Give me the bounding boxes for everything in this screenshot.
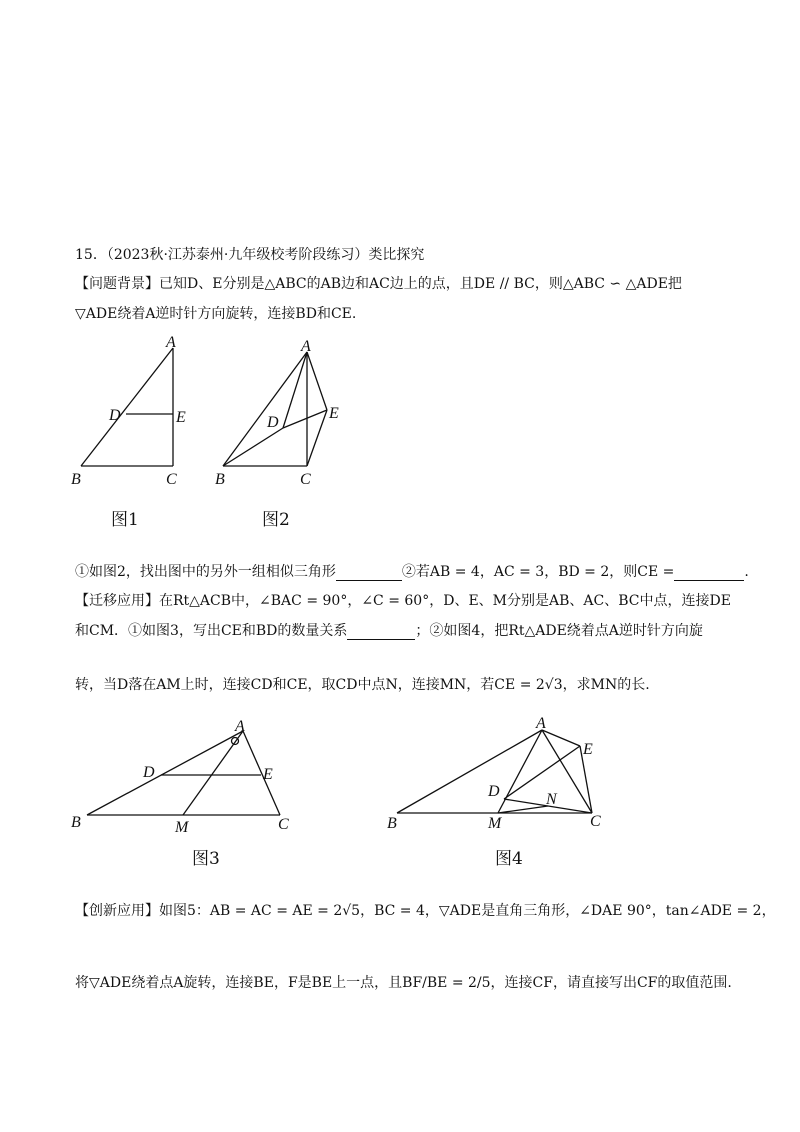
fig4-label-b: B	[387, 815, 397, 832]
fig2-label-a: A	[301, 338, 311, 355]
fig4-label-d: D	[488, 783, 500, 800]
fig3-label-e: E	[263, 766, 273, 783]
question-part1	[75, 563, 749, 581]
transfer-application: 【迁移应用】在Rt△ACB中，∠BAC = 90°，∠C = 60°，D、E、M分别是AB、AC、BC中点，连接DE	[75, 593, 731, 609]
answer-blank-1[interactable]	[336, 566, 402, 581]
fig4-label-m: M	[488, 815, 502, 832]
fig1-caption: 图1	[111, 510, 139, 530]
figure-2	[205, 330, 350, 495]
fig3-label-b: B	[71, 814, 81, 831]
fig3-label-c: C	[278, 816, 289, 833]
problem-background-cont: ▽ADE绕着A逆时针方向旋转，连接BD和CE.	[75, 306, 357, 322]
transfer-application-cont	[75, 622, 703, 640]
transfer-text-b: ；②如图4，把Rt△ADE绕着点A逆时针方向旋	[415, 623, 703, 639]
transfer-text-a: 和CM．①如图3，写出CE和BD的数量关系	[75, 623, 348, 639]
fig3-caption: 图3	[192, 849, 220, 869]
fig1-label-a: A	[166, 334, 176, 351]
transfer-application-cont2: 转，当D落在AM上时，连接CD和CE，取CD中点N，连接MN，若CE = 2√3，求MN的长.	[75, 677, 650, 693]
problem-background: 【问题背景】已知D、E分别是△ABC的AB边和AC边上的点，且DE // BC，则△ABC ∽ △ADE把	[75, 276, 682, 292]
fig4-label-e: E	[583, 741, 593, 758]
innovation-application-cont: 将▽ADE绕着点A旋转，连接BE，F是BE上一点，且BF/BE = 2/5，连接CF，请直接写出CF的取值范围.	[75, 975, 732, 991]
question-part1-text: ①如图2，找出图中的另外一组相似三角形	[75, 564, 336, 580]
answer-blank-2[interactable]	[674, 566, 744, 581]
figure-1	[65, 330, 195, 495]
fig4-label-c: C	[590, 813, 601, 830]
fig3-label-a: A	[235, 718, 245, 735]
question-part1b-text: ②若AB = 4，AC = 3，BD = 2，则CE =	[401, 564, 675, 580]
fig3-label-d: D	[143, 764, 155, 781]
fig2-label-b: B	[215, 471, 225, 488]
fig2-label-e: E	[329, 405, 339, 422]
fig2-caption: 图2	[262, 510, 290, 530]
figure-3	[65, 715, 305, 840]
period: .	[744, 564, 749, 580]
fig1-label-d: D	[109, 407, 121, 424]
fig1-label-e: E	[176, 409, 186, 426]
fig2-label-c: C	[300, 471, 311, 488]
fig4-label-a: A	[536, 715, 546, 732]
fig2-label-d: D	[267, 414, 279, 431]
problem-header: 15．（2023秋·江苏泰州·九年级校考阶段练习）类比探究	[75, 247, 425, 263]
fig1-label-b: B	[71, 471, 81, 488]
answer-blank-3[interactable]	[347, 625, 415, 640]
innovation-application: 【创新应用】如图5：AB = AC = AE = 2√5，BC = 4，▽ADE是直角三角形，∠DAE 90°，tan∠ADE = 2，	[75, 903, 776, 919]
fig1-label-c: C	[166, 471, 177, 488]
fig4-label-n: N	[546, 791, 557, 808]
fig3-label-m: M	[175, 819, 189, 836]
figure-4	[380, 710, 610, 835]
fig4-caption: 图4	[495, 849, 523, 869]
